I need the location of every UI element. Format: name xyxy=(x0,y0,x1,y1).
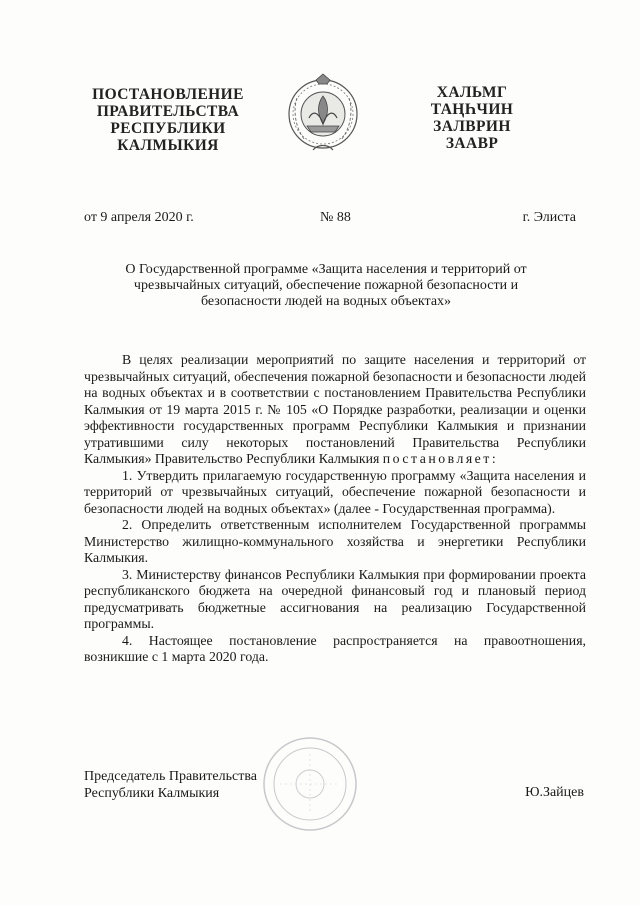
body-item-3: 3. Министерству финансов Республики Калмыкия при формировании проекта республиканского бюджета на очередной финансовый год и плановый период предусматривать бюджетные ассигнования на реализацию Государственной программы. xyxy=(84,566,586,631)
header-kal-line: ЗААВР xyxy=(445,135,499,152)
header-kalmyk xyxy=(372,84,572,152)
header-ru-line: ПРАВИТЕЛЬСТВА xyxy=(96,103,240,120)
document-title xyxy=(96,262,556,310)
signatory-position-line: Республики Калмыкия xyxy=(84,786,220,801)
body-intro xyxy=(84,352,586,468)
signatory-position-line: Председатель Правительства xyxy=(84,769,257,784)
title-line: О Государственной программе «Защита населения и территорий от xyxy=(125,262,527,277)
title-line: чрезвычайных ситуаций, обеспечение пожарной безопасности и xyxy=(133,278,519,293)
title-line: безопасности людей на водных объектах» xyxy=(200,294,452,309)
coat-of-arms-emblem xyxy=(283,70,363,160)
signatory-name: Ю.Зайцев xyxy=(525,785,584,800)
body-item-4: 4. Настоящее постановление распространяется на правоотношения, возникшие с 1 марта 2020 года. xyxy=(84,632,586,664)
signatory-position xyxy=(84,768,257,802)
body-item-1: 1. Утвердить прилагаемую государственную программу «Защита населения и территорий от чрезвычайных ситуаций, обеспечение пожарной безопасности и безопасности людей на водных объектах» (далее - Государственная программа). xyxy=(84,467,586,516)
header-ru-line: ПОСТАНОВЛЕНИЕ xyxy=(92,86,244,103)
document-number: № 88 xyxy=(320,210,351,225)
header-kal-line: ХАЛЬМГ xyxy=(436,84,508,101)
document-date: от 9 апреля 2020 г. xyxy=(84,210,194,225)
header-russian xyxy=(68,86,268,154)
resolves-text: постановляет: xyxy=(382,451,499,466)
header-ru-line: КАЛМЫКИЯ xyxy=(117,137,219,154)
header-kal-line: ЗАЛВРИН xyxy=(433,118,511,135)
document-city: г. Элиста xyxy=(522,210,576,225)
document-body xyxy=(84,352,586,666)
official-stamp-seal xyxy=(260,734,360,834)
intro-text: В целях реализации мероприятий по защите населения и территорий от чрезвычайных ситуаций, обеспечения пожарной безопасности и безопасности людей на водных объектах и в соответствии с постановлением Правительства Республики Калмыкия от 19 марта 2015 г. № 105 «О Порядке разработки, реализации и оценки эффективности государственных программ Республики Калмыкия и признании утратившими силу некоторых постановлений Правительства Республики Калмыкия» Правительство Республики Калмыкия xyxy=(84,352,586,466)
body-item-2: 2. Определить ответственным исполнителем Государственной программы Министерство жилищно-коммунального хозяйства и энергетики Республики Калмыкия. xyxy=(84,517,586,565)
header-ru-line: РЕСПУБЛИКИ xyxy=(110,120,226,137)
header-kal-line: ТАҢҺЧИН xyxy=(430,101,514,118)
